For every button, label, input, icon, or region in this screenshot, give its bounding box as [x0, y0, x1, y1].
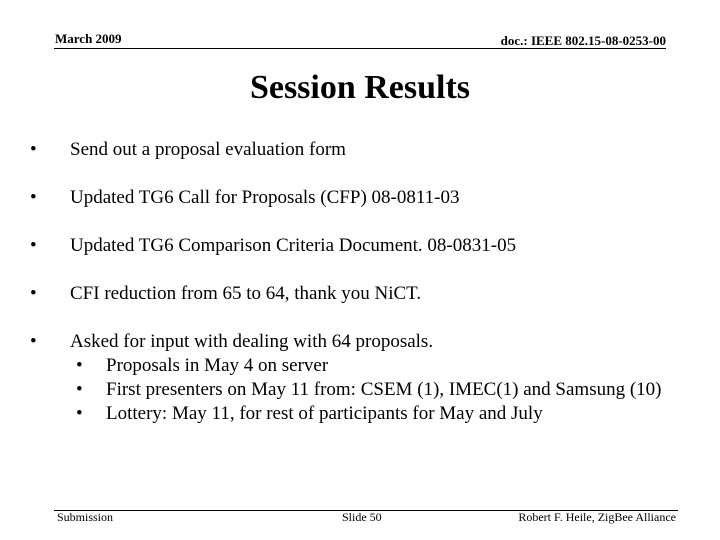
sub-bullet-text: Proposals in May 4 on server [106, 355, 329, 376]
bullet-dot: • [76, 403, 83, 424]
bullet-dot: • [76, 379, 83, 400]
bullet-dot: • [30, 187, 37, 208]
header-date: March 2009 [55, 31, 122, 46]
bullet-text: Asked for input with dealing with 64 proposals. [70, 331, 434, 352]
sub-bullet-text: First presenters on May 11 from: CSEM (1), IMEC(1) and Samsung (10) [106, 379, 662, 400]
footer-author: Robert F. Heile, ZigBee Alliance [518, 510, 676, 524]
sub-bullet-item [76, 402, 543, 426]
sub-bullet-item [76, 378, 662, 402]
page-title: Session Results [249, 69, 471, 106]
header-doc-id: doc.: IEEE 802.15-08-0253-00 [500, 33, 666, 48]
sub-bullet-item [76, 354, 328, 378]
bullet-text: CFI reduction from 65 to 64, thank you NiCT. [70, 283, 422, 304]
bullet-item [30, 330, 433, 354]
header-divider [54, 48, 666, 49]
sub-bullet-text: Lottery: May 11, for rest of participants for May and July [106, 403, 543, 424]
bullet-item [30, 186, 459, 210]
bullet-item [30, 234, 516, 258]
footer-submission: Submission [57, 510, 114, 524]
bullet-dot: • [30, 235, 37, 256]
bullet-text: Send out a proposal evaluation form [70, 139, 346, 160]
bullet-text: Updated TG6 Comparison Criteria Document. 08-0831-05 [70, 235, 517, 256]
bullet-item [30, 138, 346, 162]
bullet-dot: • [76, 355, 83, 376]
bullet-item [30, 282, 421, 306]
bullet-dot: • [30, 139, 37, 160]
bullet-dot: • [30, 283, 37, 304]
footer-slide-number: Slide 50 [342, 510, 382, 524]
bullet-text: Updated TG6 Call for Proposals (CFP) 08-0811-03 [70, 187, 460, 208]
bullet-dot: • [30, 331, 37, 352]
